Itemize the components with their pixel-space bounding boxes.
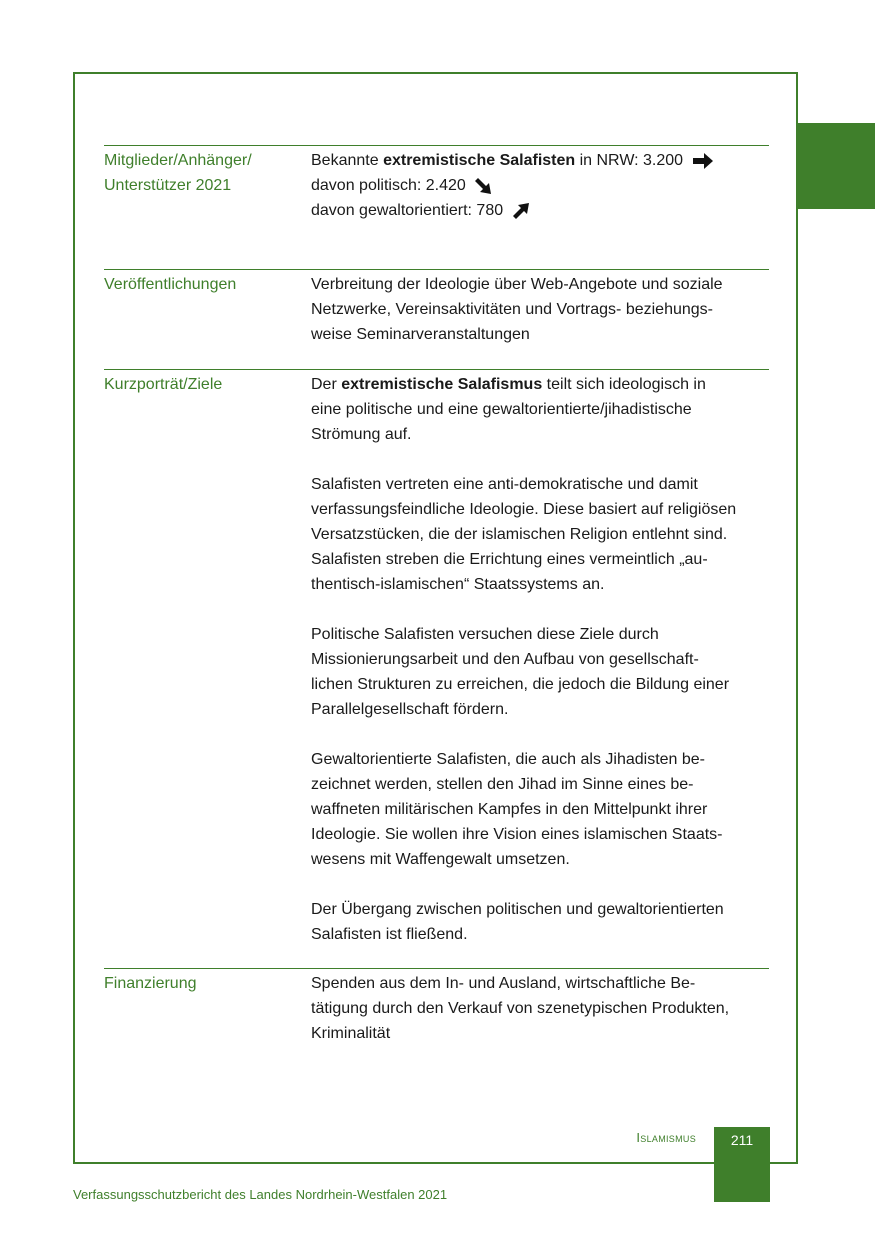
page-number: 211: [730, 1132, 754, 1148]
text-line: lichen Strukturen zu erreichen, die jedoch die Bildung einer: [311, 676, 730, 693]
text-line: Verbreitung der Ideologie über Web-Angebote und soziale: [311, 276, 723, 293]
text-line: Strömung auf.: [311, 426, 412, 443]
text-line: weise Seminarveranstaltungen: [311, 326, 530, 343]
text-segment: davon gewaltorientiert: 780: [311, 202, 504, 219]
page-number-box: [714, 1127, 770, 1202]
text-line: tätigung durch den Verkauf von szenetypischen Produkten,: [311, 1000, 730, 1017]
text-line: Der Übergang zwischen politischen und gewaltorientierten: [311, 901, 724, 918]
text-line: Spenden aus dem In- und Ausland, wirtschaftliche Be-: [311, 975, 696, 992]
text-line: Ideologie. Sie wollen ihre Vision eines islamischen Staats-: [311, 826, 723, 843]
text-line: Parallelgesellschaft fördern.: [311, 701, 509, 718]
text-segment: davon politisch: 2.420: [311, 177, 466, 194]
text-line: Netzwerke, Vereinsaktivitäten und Vortrags- beziehungs-: [311, 301, 713, 318]
report-title: Verfassungsschutzbericht des Landes Nordrhein-Westfalen 2021: [73, 1187, 448, 1202]
text-segment: Der: [311, 376, 342, 393]
row-profile-goals: [104, 369, 769, 969]
text-line: Gewaltorientierte Salafisten, die auch als Jihadisten be-: [311, 751, 705, 768]
members-total-line: [311, 148, 771, 173]
up-right-arrow-icon: [512, 202, 530, 220]
text-line: eine politische und eine gewaltorientierte/jihadistische: [311, 401, 692, 418]
text-line: verfassungsfeindliche Ideologie. Diese basiert auf religiösen: [311, 501, 737, 518]
row-content-financing: [311, 969, 771, 1046]
paragraph: [311, 897, 771, 947]
text-line: Salafisten ist fließend.: [311, 926, 468, 943]
text-line: Salafisten vertreten eine anti-demokratische und damit: [311, 476, 698, 493]
text-line: Versatzstücken, die der islamischen Religion entlehnt sind.: [311, 526, 728, 543]
side-tab-marker: [798, 123, 875, 209]
paragraph: [311, 372, 771, 447]
label-line: Mitglieder/Anhänger/: [104, 152, 252, 169]
text-line: Kriminalität: [311, 1025, 391, 1042]
text-line: wesens mit Waffengewalt umsetzen.: [311, 851, 570, 868]
row-label-financing: Finanzierung: [104, 975, 197, 992]
down-right-arrow-icon: [474, 177, 492, 195]
text-segment: Bekannte: [311, 152, 384, 169]
bold-term: extremistische Salafisten: [383, 152, 576, 169]
label-line: Unterstützer 2021: [104, 177, 232, 194]
row-content-publications: [311, 270, 771, 347]
row-content-members: [311, 146, 771, 223]
paragraph: [311, 472, 771, 597]
right-arrow-icon: [692, 153, 714, 169]
members-political-line: [311, 173, 771, 198]
text-line: Missionierungsarbeit und den Aufbau von gesellschaft-: [311, 651, 699, 668]
text-segment: teilt sich ideologisch in: [542, 376, 706, 393]
text-segment: in NRW: 3.200: [575, 152, 684, 169]
bold-term: extremistische Salafismus: [341, 376, 543, 393]
text-line: Salafisten streben die Errichtung eines vermeintlich „au-: [311, 551, 708, 568]
row-label-profile-goals: Kurzporträt/Ziele: [104, 376, 223, 393]
row-financing: [104, 968, 769, 1069]
row-content-profile-goals: [311, 370, 771, 947]
footer-section-title: Islamismus: [636, 1130, 696, 1145]
row-members: [104, 145, 769, 270]
paragraph: [311, 747, 771, 872]
row-label-members: [104, 146, 294, 198]
text-line: waffneten militärischen Kampfes in den Mittelpunkt ihrer: [311, 801, 708, 818]
row-label-publications: Veröffentlichungen: [104, 276, 237, 293]
text-line: [311, 372, 771, 397]
text-line: thentisch-islamischen“ Staatssystems an.: [311, 576, 605, 593]
row-publications: [104, 269, 769, 370]
paragraph: [311, 622, 771, 722]
members-violent-line: [311, 198, 771, 223]
text-line: Politische Salafisten versuchen diese Ziele durch: [311, 626, 659, 643]
text-line: zeichnet werden, stellen den Jihad im Sinne eines be-: [311, 776, 694, 793]
